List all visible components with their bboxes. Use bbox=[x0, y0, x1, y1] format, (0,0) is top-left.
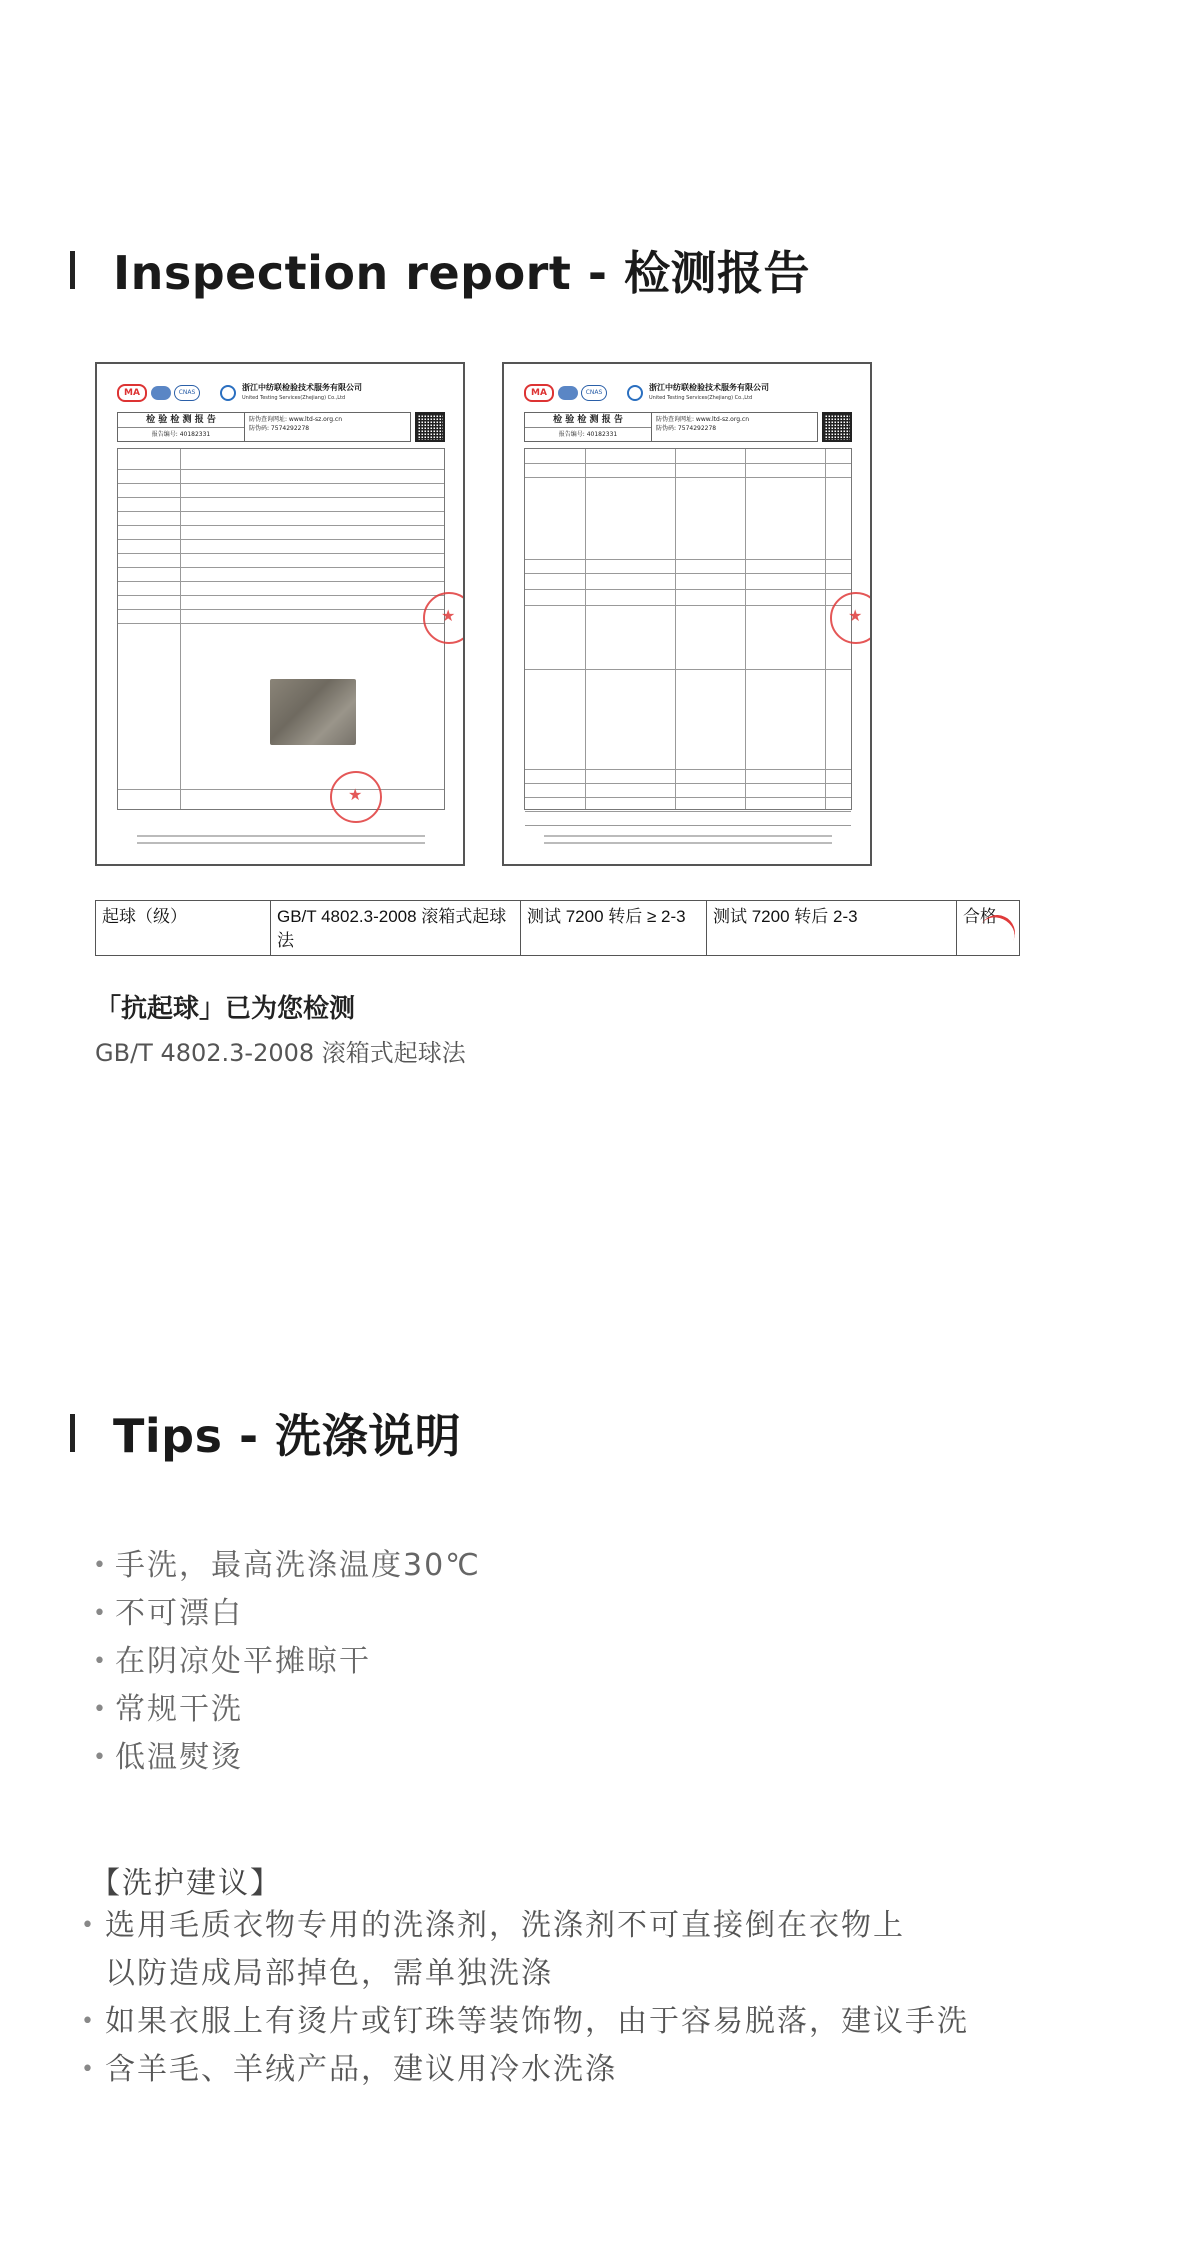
report-table bbox=[117, 448, 445, 810]
qr-code-icon bbox=[822, 412, 852, 442]
section-marker bbox=[70, 251, 75, 289]
qr-code-icon bbox=[415, 412, 445, 442]
list-item: • 如果衣服上有烫片或钉珠等装饰物，由于容易脱落，建议手洗 bbox=[105, 1998, 969, 2046]
report-page-1 bbox=[95, 362, 465, 866]
report-table bbox=[524, 448, 852, 810]
cnas-logo: CNAS bbox=[174, 385, 200, 401]
tips-section-header bbox=[70, 1400, 461, 1466]
list-item: • 在阴凉处平摊晾干 bbox=[115, 1638, 481, 1686]
list-item: • 选用毛质衣物专用的洗涤剂，洗涤剂不可直接倒在衣物上 bbox=[105, 1902, 969, 1950]
tested-subtitle: GB/T 4802.3-2008 滚箱式起球法 bbox=[95, 1039, 466, 1067]
cma-logo: MA bbox=[117, 384, 147, 402]
test-verdict bbox=[957, 901, 1019, 955]
ilac-logo bbox=[151, 386, 171, 400]
tips-title: Tips - 洗涤说明 bbox=[113, 1409, 462, 1463]
care-advice-title: 【洗护建议】 bbox=[90, 1866, 282, 1901]
list-item: • 低温熨烫 bbox=[115, 1734, 481, 1782]
wash-instructions-list bbox=[93, 1542, 481, 1782]
bullet-icon: • bbox=[93, 1697, 108, 1722]
org-name: 浙江中纺联检验技术服务有限公司 United Testing Services(Zhejiang) Co.,Ltd bbox=[649, 383, 769, 401]
bullet-icon: • bbox=[93, 1553, 108, 1578]
list-item: • 不可漂白 bbox=[115, 1590, 481, 1638]
cnas-logo: CNAS bbox=[581, 385, 607, 401]
inspection-title: Inspection report - 检测报告 bbox=[113, 246, 810, 300]
test-item: 起球（级） bbox=[96, 901, 271, 955]
report-title: 检 验 检 测 报 告 报告编号: 40182331 bbox=[117, 412, 245, 442]
bullet-icon: • bbox=[81, 1913, 96, 1938]
list-item: • 手洗，最高洗涤温度30℃ bbox=[115, 1542, 481, 1590]
ilac-logo bbox=[558, 386, 578, 400]
test-method: GB/T 4802.3-2008 滚箱式起球法 bbox=[271, 901, 521, 955]
report-footer bbox=[524, 830, 852, 850]
query-info: 防伪查询网址: www.ltd-sz.org.cn 防伪码: 7574292278 bbox=[245, 412, 411, 442]
care-advice-list bbox=[81, 1902, 969, 2094]
report-title: 检 验 检 测 报 告 报告编号: 40182331 bbox=[524, 412, 652, 442]
fabric-sample-photo bbox=[270, 679, 356, 745]
test-result: 测试 7200 转后 2-3 bbox=[707, 901, 957, 955]
bullet-icon: • bbox=[93, 1745, 108, 1770]
verdict-text: 合格 bbox=[963, 907, 997, 926]
uts-logo bbox=[627, 385, 643, 401]
list-item: • 含羊毛、羊绒产品，建议用冷水洗涤 bbox=[105, 2046, 969, 2094]
bullet-icon: • bbox=[81, 2057, 96, 2082]
report-footer bbox=[117, 830, 445, 850]
tested-title: 「抗起球」已为您检测 bbox=[95, 994, 356, 1024]
report-logos bbox=[524, 382, 852, 404]
report-page-2 bbox=[502, 362, 872, 866]
bullet-icon: • bbox=[81, 2009, 96, 2034]
query-info: 防伪查询网址: www.ltd-sz.org.cn 防伪码: 7574292278 bbox=[652, 412, 818, 442]
list-item: • 常规干洗 bbox=[115, 1686, 481, 1734]
uts-logo bbox=[220, 385, 236, 401]
inspection-section-header bbox=[70, 237, 810, 303]
official-seal-icon bbox=[330, 771, 382, 823]
report-logos bbox=[117, 382, 445, 404]
bullet-icon: • bbox=[93, 1649, 108, 1674]
test-requirement: 测试 7200 转后 ≥ 2-3 bbox=[521, 901, 707, 955]
bullet-icon: • bbox=[93, 1601, 108, 1626]
pilling-result-row bbox=[95, 900, 1020, 956]
section-marker bbox=[70, 1414, 75, 1452]
cma-logo: MA bbox=[524, 384, 554, 402]
org-name: 浙江中纺联检验技术服务有限公司 United Testing Services(Zhejiang) Co.,Ltd bbox=[242, 383, 362, 401]
list-item: 以防造成局部掉色，需单独洗涤 bbox=[105, 1956, 553, 1991]
